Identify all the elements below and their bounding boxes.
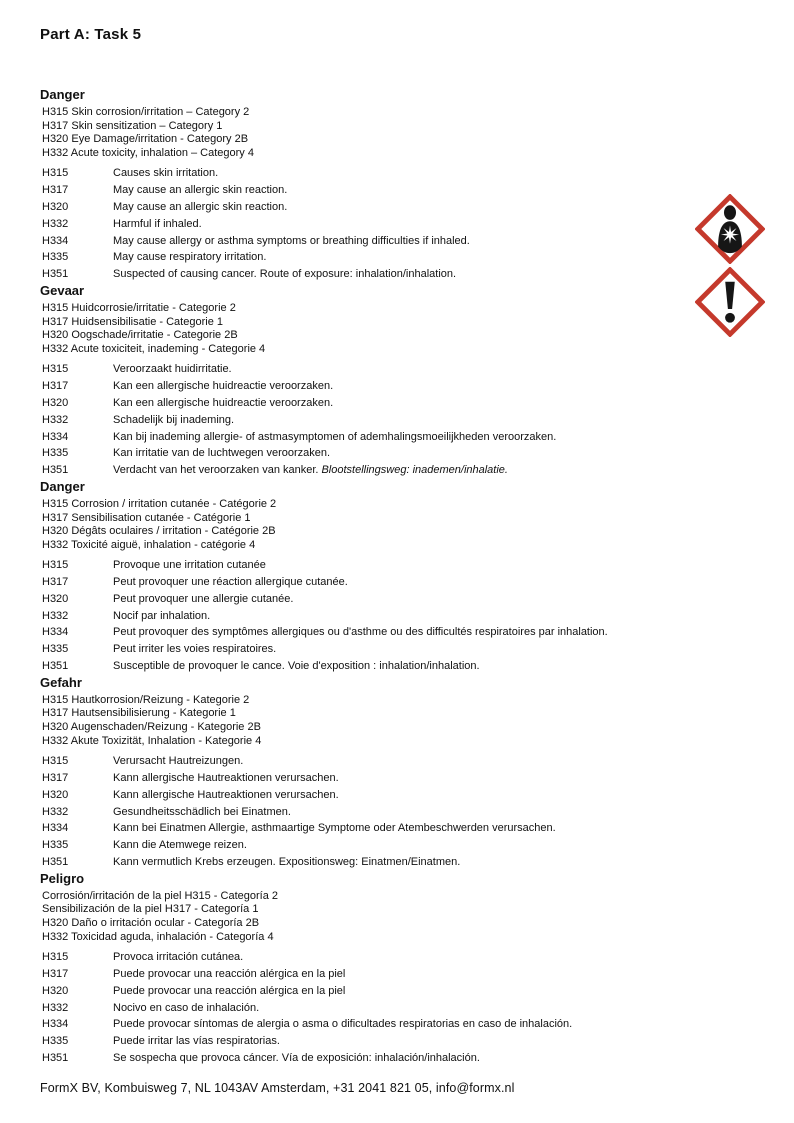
statement-code: H320 <box>42 396 69 409</box>
statement-row <box>40 557 764 574</box>
statement-code: H332 <box>42 609 69 622</box>
statement-text <box>113 412 764 429</box>
statement-code: H334 <box>42 430 69 443</box>
statement-text <box>113 770 764 787</box>
statement-text-normal: Verursacht Hautreizungen. <box>113 755 244 768</box>
statement-text <box>113 983 764 1000</box>
statement-text-normal: May cause allergy or asthma symptoms or breathing difficulties if inhaled. <box>113 234 470 247</box>
statement-row <box>40 199 764 216</box>
statement-text-normal: Peut irriter les voies respiratoires. <box>113 643 277 656</box>
statement-text-normal: May cause respiratory irritation. <box>113 251 267 264</box>
statement-text-normal: Schadelijk bij inademing. <box>113 413 235 426</box>
statement-code: H334 <box>42 626 69 639</box>
statement-row <box>40 395 764 412</box>
statement-row <box>40 804 764 821</box>
language-section <box>40 871 764 1067</box>
statement-code: H320 <box>42 200 69 213</box>
statement-code: H315 <box>42 167 69 180</box>
section-heading: Peligro <box>40 870 85 886</box>
statement-code: H335 <box>42 839 69 852</box>
statement-text-normal: May cause an allergic skin reaction. <box>113 200 288 213</box>
statement-text-normal: Peut provoquer une réaction allergique cutanée. <box>113 576 348 589</box>
statement-text <box>113 462 764 479</box>
statement-code: H334 <box>42 234 69 247</box>
statement-row <box>40 1050 764 1067</box>
statement-text-normal: Kann die Atemwege reizen. <box>113 839 247 852</box>
language-section <box>40 479 764 675</box>
statement-row <box>40 165 764 182</box>
classification-list <box>40 694 764 748</box>
statement-text <box>113 854 764 871</box>
statement-text <box>113 591 764 608</box>
statement-code: H315 <box>42 951 69 964</box>
classification-line: H332 Toxicité aiguë, inhalation - catégorie 4 <box>42 538 256 551</box>
statement-text <box>113 1033 764 1050</box>
statement-row <box>40 378 764 395</box>
statement-code: H332 <box>42 217 69 230</box>
classification-line: H332 Acute toxicity, inhalation – Category 4 <box>42 146 254 159</box>
classification-line: H332 Acute toxiciteit, inademing - Categorie 4 <box>42 342 266 355</box>
statement-text-normal: Provoque une irritation cutanée <box>113 559 266 572</box>
statement-text-normal: Kann bei Einatmen Allergie, asthmaartige Symptome oder Atembeschwerden verursachen. <box>113 822 556 835</box>
statement-text <box>113 182 764 199</box>
statement-text <box>113 429 764 446</box>
statement-text-normal: Kann allergische Hautreaktionen verursachen. <box>113 788 339 801</box>
page-title: Part A: Task 5 <box>40 26 142 43</box>
language-section <box>40 675 764 871</box>
language-section <box>40 87 764 283</box>
statement-text <box>113 1050 764 1067</box>
statement-row <box>40 624 764 641</box>
ghs-pictograms <box>695 194 765 337</box>
statement-code: H351 <box>42 1051 69 1064</box>
statement-row <box>40 770 764 787</box>
statement-row <box>40 591 764 608</box>
statement-text-normal: Puede provocar síntomas de alergia o asma o dificultades respiratorias en caso de inhalación. <box>113 1018 573 1031</box>
classification-line: H315 Corrosion / irritation cutanée - Catégorie 2 <box>42 497 277 510</box>
classification-line: H315 Skin corrosion/irritation – Category 2 <box>42 106 250 118</box>
statement-text-normal: Kan bij inademing allergie- of astmasymptomen of ademhalingsmoeilijkheden veroorzaken. <box>113 430 557 443</box>
statement-row <box>40 658 764 675</box>
statement-row <box>40 753 764 770</box>
statement-code: H351 <box>42 464 69 477</box>
classification-line: H320 Oogschade/irritatie - Categorie 2B <box>42 329 238 342</box>
statement-text <box>113 445 764 462</box>
statement-code: H351 <box>42 856 69 869</box>
statement-text-normal: Nocivo en caso de inhalación. <box>113 1001 260 1014</box>
statement-row <box>40 429 764 446</box>
section-heading: Gevaar <box>40 282 85 298</box>
classification-line: H332 Akute Toxizität, Inhalation - Kategorie 4 <box>42 734 262 747</box>
statement-text-normal: Kann allergische Hautreaktionen verursachen. <box>113 772 339 785</box>
statement-text <box>113 249 764 266</box>
statement-text-normal: Verdacht van het veroorzaken van kanker. <box>113 464 319 477</box>
statement-text <box>113 574 764 591</box>
section-heading: Gefahr <box>40 674 82 690</box>
section-heading: Danger <box>40 478 85 494</box>
statement-code: H335 <box>42 251 69 264</box>
statement-row <box>40 641 764 658</box>
statement-text-normal: Kan een allergische huidreactie veroorzaken. <box>113 380 334 393</box>
statement-text <box>113 361 764 378</box>
exclamation-mark-icon <box>695 267 765 337</box>
statement-row <box>40 361 764 378</box>
statement-code: H315 <box>42 363 69 376</box>
statement-text-normal: Puede irritar las vías respiratorias. <box>113 1035 280 1048</box>
statement-code: H317 <box>42 967 69 980</box>
statement-text <box>113 641 764 658</box>
classification-line: H320 Daño o irritación ocular - Categoría 2B <box>42 917 260 929</box>
statement-text-normal: Nocif par inhalation. <box>113 609 211 622</box>
statement-row <box>40 182 764 199</box>
statement-row <box>40 966 764 983</box>
statement-list <box>40 165 764 283</box>
statement-list <box>40 361 764 479</box>
classification-list <box>40 302 764 356</box>
statement-row <box>40 266 764 283</box>
statement-text <box>113 837 764 854</box>
classification-line: Sensibilización de la piel H317 - Categoría 1 <box>42 903 259 916</box>
statement-text <box>113 1000 764 1017</box>
statement-text-normal: Harmful if inhaled. <box>113 217 202 230</box>
statement-code: H317 <box>42 772 69 785</box>
statement-row <box>40 574 764 591</box>
statement-code: H335 <box>42 1035 69 1048</box>
statement-text-normal: May cause an allergic skin reaction. <box>113 184 288 197</box>
statement-text <box>113 378 764 395</box>
statement-text <box>113 395 764 412</box>
classification-line: H320 Augenschaden/Reizung - Kategorie 2B <box>42 721 261 734</box>
statement-text-normal: Kan een allergische huidreactie veroorzaken. <box>113 396 334 409</box>
statement-text <box>113 233 764 250</box>
statement-code: H332 <box>42 805 69 818</box>
statement-row <box>40 462 764 479</box>
statement-row <box>40 608 764 625</box>
classification-line: H332 Toxicidad aguda, inhalación - Categoría 4 <box>42 930 274 943</box>
statement-row <box>40 787 764 804</box>
classification-line: H317 Huidsensibilisatie - Categorie 1 <box>42 315 223 328</box>
statement-code: H351 <box>42 268 69 281</box>
statement-row <box>40 837 764 854</box>
hazard-sections <box>40 87 764 1067</box>
statement-text-normal: Gesundheitsschädlich bei Einatmen. <box>113 805 291 818</box>
statement-code: H335 <box>42 643 69 656</box>
statement-text <box>113 624 764 641</box>
statement-code: H320 <box>42 788 69 801</box>
statement-row <box>40 233 764 250</box>
statement-text <box>113 608 764 625</box>
statement-list <box>40 949 764 1067</box>
statement-row <box>40 1033 764 1050</box>
statement-text-normal: Veroorzaakt huidirritatie. <box>113 363 232 376</box>
statement-code: H317 <box>42 184 69 197</box>
statement-text <box>113 949 764 966</box>
health-hazard-icon <box>695 194 765 264</box>
statement-text <box>113 165 764 182</box>
statement-text <box>113 266 764 283</box>
statement-text <box>113 1016 764 1033</box>
statement-text <box>113 216 764 233</box>
statement-code: H320 <box>42 592 69 605</box>
statement-text <box>113 804 764 821</box>
statement-code: H332 <box>42 413 69 426</box>
statement-text-italic: Blootstellingsweg: inademen/inhalatie. <box>321 464 508 477</box>
statement-text <box>113 658 764 675</box>
statement-row <box>40 949 764 966</box>
classification-line: H320 Dégâts oculaires / irritation - Catégorie 2B <box>42 525 276 538</box>
statement-code: H335 <box>42 447 69 460</box>
statement-text-normal: Provoca irritación cutánea. <box>113 951 244 964</box>
statement-text <box>113 966 764 983</box>
statement-code: H332 <box>42 1001 69 1014</box>
statement-code: H334 <box>42 822 69 835</box>
statement-row <box>40 983 764 1000</box>
section-heading: Danger <box>40 87 85 102</box>
statement-text-normal: Causes skin irritation. <box>113 167 219 180</box>
statement-code: H334 <box>42 1018 69 1031</box>
classification-line: H317 Hautsensibilisierung - Kategorie 1 <box>42 707 236 720</box>
statement-code: H317 <box>42 576 69 589</box>
classification-list <box>40 106 764 160</box>
statement-text-normal: Susceptible de provoquer le cance. Voie d'exposition : inhalation/inhalation. <box>113 660 480 673</box>
classification-line: Corrosión/irritación de la piel H315 - Categoría 2 <box>42 889 279 902</box>
statement-text <box>113 753 764 770</box>
classification-line: H315 Hautkorrosion/Reizung - Kategorie 2 <box>42 693 250 706</box>
statement-code: H320 <box>42 984 69 997</box>
classification-line: H315 Huidcorrosie/irritatie - Categorie 2 <box>42 301 236 314</box>
statement-text <box>113 820 764 837</box>
statement-row <box>40 1016 764 1033</box>
statement-text <box>113 557 764 574</box>
statement-row <box>40 249 764 266</box>
language-section <box>40 283 764 479</box>
statement-text-normal: Puede provocar una reacción alérgica en la piel <box>113 984 346 997</box>
statement-code: H317 <box>42 380 69 393</box>
statement-row <box>40 412 764 429</box>
footer-contact: FormX BV, Kombuisweg 7, NL 1043AV Amsterdam, +31 2041 821 05, info@formx.nl <box>40 1081 515 1095</box>
statement-row <box>40 854 764 871</box>
classification-list <box>40 890 764 944</box>
statement-list <box>40 557 764 675</box>
statement-text-normal: Peut provoquer une allergie cutanée. <box>113 592 294 605</box>
statement-row <box>40 1000 764 1017</box>
statement-code: H315 <box>42 755 69 768</box>
classification-line: H317 Skin sensitization – Category 1 <box>42 119 223 132</box>
statement-row <box>40 216 764 233</box>
statement-list <box>40 753 764 871</box>
statement-text-normal: Kan irritatie van de luchtwegen veroorzaken. <box>113 447 331 460</box>
classification-list <box>40 498 764 552</box>
statement-code: H351 <box>42 660 69 673</box>
statement-row <box>40 445 764 462</box>
statement-text-normal: Puede provocar una reacción alérgica en la piel <box>113 967 346 980</box>
statement-text-normal: Kann vermutlich Krebs erzeugen. Expositionsweg: Einatmen/Einatmen. <box>113 856 461 869</box>
statement-text <box>113 787 764 804</box>
statement-text-normal: Se sospecha que provoca cáncer. Vía de exposición: inhalación/inhalación. <box>113 1051 480 1064</box>
statement-text-normal: Suspected of causing cancer. Route of exposure: inhalation/inhalation. <box>113 268 457 281</box>
statement-row <box>40 820 764 837</box>
statement-text <box>113 199 764 216</box>
classification-line: H317 Sensibilisation cutanée - Catégorie 1 <box>42 511 251 524</box>
classification-line: H320 Eye Damage/irritation - Category 2B <box>42 133 249 146</box>
statement-text-normal: Peut provoquer des symptômes allergiques ou d'asthme ou des difficultés respiratoires par inhalation. <box>113 626 608 639</box>
statement-code: H315 <box>42 559 69 572</box>
